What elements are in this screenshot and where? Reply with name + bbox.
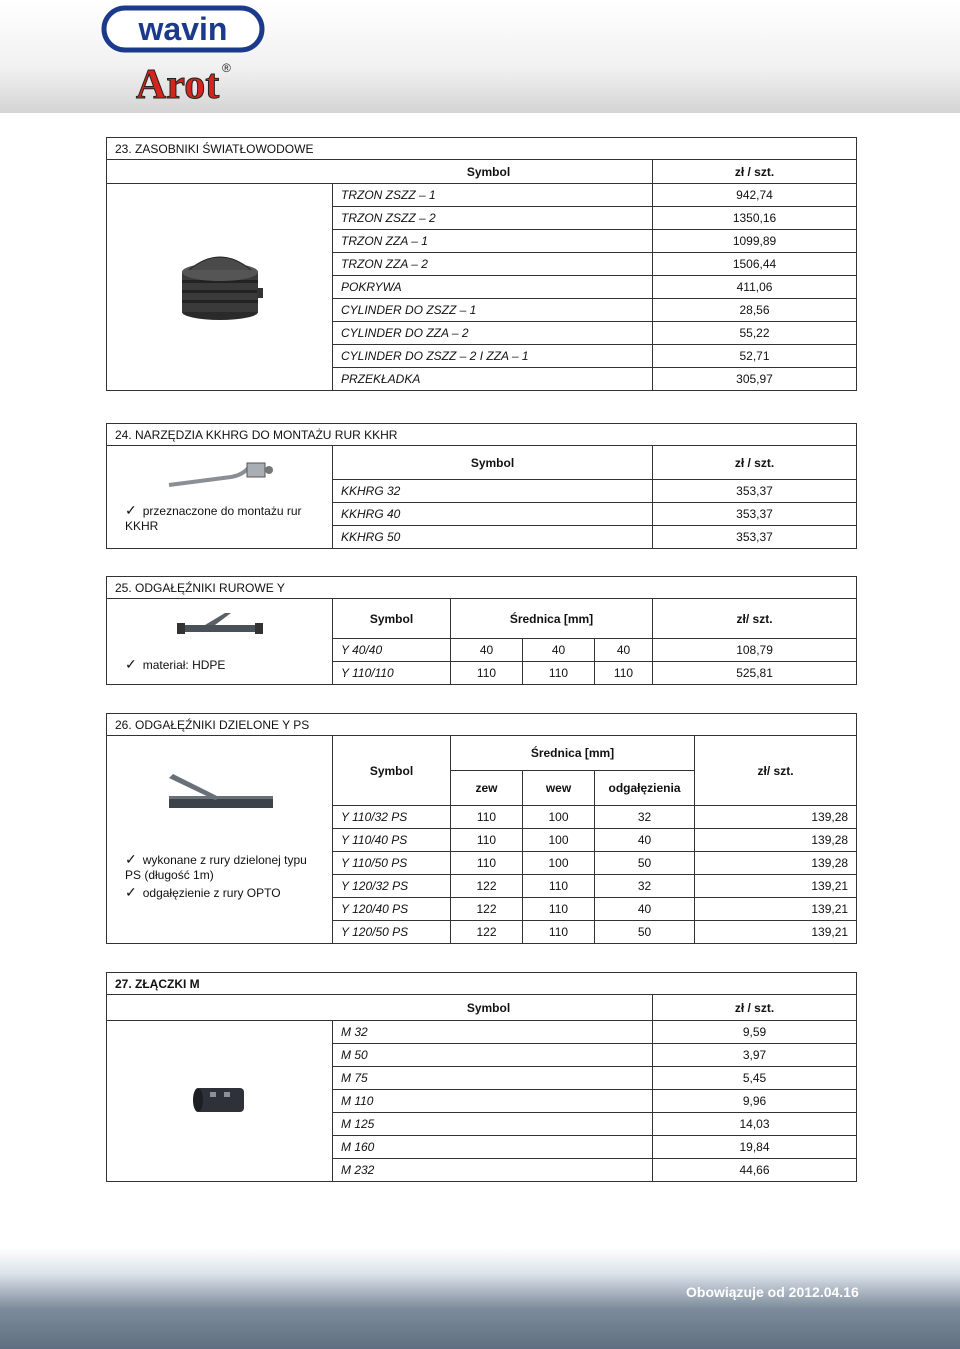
column-header-zew: zew <box>451 771 523 806</box>
row-price: 139,28 <box>695 852 857 875</box>
wavin-arot-logo <box>100 4 270 114</box>
row-price: 942,74 <box>653 184 857 207</box>
logo-registered-mark: ® <box>222 61 231 75</box>
section-title: 25. ODGAŁĘŹNIKI RUROWE Y <box>107 577 857 599</box>
row-price: 139,28 <box>695 806 857 829</box>
row-odg: 50 <box>595 852 695 875</box>
row-price: 353,37 <box>653 480 857 503</box>
row-symbol: CYLINDER DO ZSZZ – 1 <box>333 299 653 322</box>
row-symbol: TRZON ZSZZ – 2 <box>333 207 653 230</box>
row-symbol: TRZON ZZA – 1 <box>333 230 653 253</box>
y-branch-pipe-image <box>175 609 265 639</box>
row-odg: 32 <box>595 806 695 829</box>
product-image-cell <box>107 599 333 685</box>
checkmark-icon: ✓ <box>125 851 137 867</box>
row-zew: 110 <box>451 829 523 852</box>
row-odg: 40 <box>595 898 695 921</box>
section-25-table <box>106 576 857 685</box>
feature-note: ✓ przeznaczone do montażu rur KKHR <box>125 502 302 533</box>
row-symbol: Y 40/40 <box>333 639 451 662</box>
row-price: 139,21 <box>695 898 857 921</box>
row-symbol: KKHRG 40 <box>333 503 653 526</box>
row-price: 1099,89 <box>653 230 857 253</box>
row-wew: 110 <box>523 898 595 921</box>
row-wew: 100 <box>523 806 595 829</box>
fiber-storage-image <box>175 246 265 326</box>
column-header-symbol: Symbol <box>333 736 451 806</box>
checkmark-icon: ✓ <box>125 884 137 900</box>
row-symbol: CYLINDER DO ZSZZ – 2 I ZZA – 1 <box>333 345 653 368</box>
section-24-table <box>106 423 857 549</box>
row-symbol: KKHRG 50 <box>333 526 653 549</box>
validity-date: Obowiązuje od 2012.04.16 <box>686 1284 859 1300</box>
row-wew: 100 <box>523 829 595 852</box>
product-image-cell <box>107 736 333 944</box>
row-d3: 40 <box>595 639 653 662</box>
row-price: 108,79 <box>653 639 857 662</box>
row-symbol: Y 120/40 PS <box>333 898 451 921</box>
section-26-table <box>106 713 857 944</box>
row-symbol: TRZON ZSZZ – 1 <box>333 184 653 207</box>
section-23-table <box>106 137 857 391</box>
product-image-cell <box>107 184 333 391</box>
row-price: 411,06 <box>653 276 857 299</box>
row-symbol: Y 110/32 PS <box>333 806 451 829</box>
checkmark-icon: ✓ <box>125 655 137 672</box>
column-header-wew: wew <box>523 771 595 806</box>
row-zew: 122 <box>451 875 523 898</box>
row-d3: 110 <box>595 662 653 685</box>
section-title: 24. NARZĘDZIA KKHRG DO MONTAŻU RUR KKHR <box>107 424 857 446</box>
feature-note: ✓ odgałęzienie z rury OPTO <box>125 884 281 900</box>
row-symbol: POKRYWA <box>333 276 653 299</box>
row-symbol: PRZEKŁADKA <box>333 368 653 391</box>
product-image-cell <box>107 1021 333 1182</box>
coupling-image <box>192 1082 248 1118</box>
row-price: 305,97 <box>653 368 857 391</box>
row-symbol: M 160 <box>333 1136 653 1159</box>
row-price: 55,22 <box>653 322 857 345</box>
row-d2: 40 <box>523 639 595 662</box>
row-symbol: Y 110/40 PS <box>333 829 451 852</box>
column-header-price: zł / szt. <box>653 446 857 480</box>
row-symbol: TRZON ZZA – 2 <box>333 253 653 276</box>
logo-wavin-text: wavin <box>138 11 228 47</box>
column-header-price: zł / szt. <box>653 995 857 1021</box>
column-header-diameter: Średnica [mm] <box>451 599 653 639</box>
row-price: 14,03 <box>653 1113 857 1136</box>
split-y-branch-image <box>165 770 275 814</box>
checkmark-icon: ✓ <box>125 502 137 518</box>
section-title: 23. ZASOBNIKI ŚWIATŁOWODOWE <box>107 138 857 160</box>
row-symbol: Y 120/50 PS <box>333 921 451 944</box>
column-header-symbol: Symbol <box>107 160 653 184</box>
row-symbol: M 125 <box>333 1113 653 1136</box>
row-price: 28,56 <box>653 299 857 322</box>
row-price: 9,59 <box>653 1021 857 1044</box>
row-price: 19,84 <box>653 1136 857 1159</box>
row-symbol: M 110 <box>333 1090 653 1113</box>
row-odg: 50 <box>595 921 695 944</box>
section-title: 26. ODGAŁĘŹNIKI DZIELONE Y PS <box>107 714 857 736</box>
row-symbol: Y 110/110 <box>333 662 451 685</box>
row-zew: 110 <box>451 852 523 875</box>
row-price: 3,97 <box>653 1044 857 1067</box>
column-header-price: zł/ szt. <box>653 599 857 639</box>
column-header-odgalezienia: odgałęzienia <box>595 771 695 806</box>
column-header-diameter: Średnica [mm] <box>451 736 695 771</box>
product-image-cell <box>107 446 333 549</box>
row-zew: 122 <box>451 898 523 921</box>
column-header-price: zł / szt. <box>653 160 857 184</box>
row-price: 52,71 <box>653 345 857 368</box>
row-symbol: Y 110/50 PS <box>333 852 451 875</box>
feature-note: ✓ materiał: HDPE <box>125 655 226 672</box>
column-header-price: zł/ szt. <box>695 736 857 806</box>
row-price: 139,21 <box>695 875 857 898</box>
column-header-symbol: Symbol <box>333 446 653 480</box>
row-odg: 32 <box>595 875 695 898</box>
row-d2: 110 <box>523 662 595 685</box>
row-symbol: M 232 <box>333 1159 653 1182</box>
logo-arot-text: Arot <box>136 62 220 108</box>
feature-note: ✓ wykonane z rury dzielonej typu PS (długość 1m) <box>125 851 307 882</box>
row-price: 1506,44 <box>653 253 857 276</box>
row-wew: 100 <box>523 852 595 875</box>
row-price: 139,28 <box>695 829 857 852</box>
row-price: 1350,16 <box>653 207 857 230</box>
row-d1: 110 <box>451 662 523 685</box>
row-odg: 40 <box>595 829 695 852</box>
row-symbol: M 32 <box>333 1021 653 1044</box>
section-title: 27. ZŁĄCZKI M <box>107 973 857 995</box>
row-wew: 110 <box>523 875 595 898</box>
row-price: 9,96 <box>653 1090 857 1113</box>
row-price: 353,37 <box>653 503 857 526</box>
row-price: 5,45 <box>653 1067 857 1090</box>
column-header-symbol: Symbol <box>333 599 451 639</box>
row-wew: 110 <box>523 921 595 944</box>
row-price: 525,81 <box>653 662 857 685</box>
row-symbol: M 75 <box>333 1067 653 1090</box>
row-zew: 122 <box>451 921 523 944</box>
row-d1: 40 <box>451 639 523 662</box>
row-symbol: M 50 <box>333 1044 653 1067</box>
row-price: 139,21 <box>695 921 857 944</box>
row-symbol: Y 120/32 PS <box>333 875 451 898</box>
column-header-symbol: Symbol <box>107 995 653 1021</box>
row-zew: 110 <box>451 806 523 829</box>
section-27-table <box>106 972 857 1182</box>
row-price: 353,37 <box>653 526 857 549</box>
row-price: 44,66 <box>653 1159 857 1182</box>
kkhrg-tool-image <box>165 459 275 493</box>
row-symbol: CYLINDER DO ZZA – 2 <box>333 322 653 345</box>
row-symbol: KKHRG 32 <box>333 480 653 503</box>
